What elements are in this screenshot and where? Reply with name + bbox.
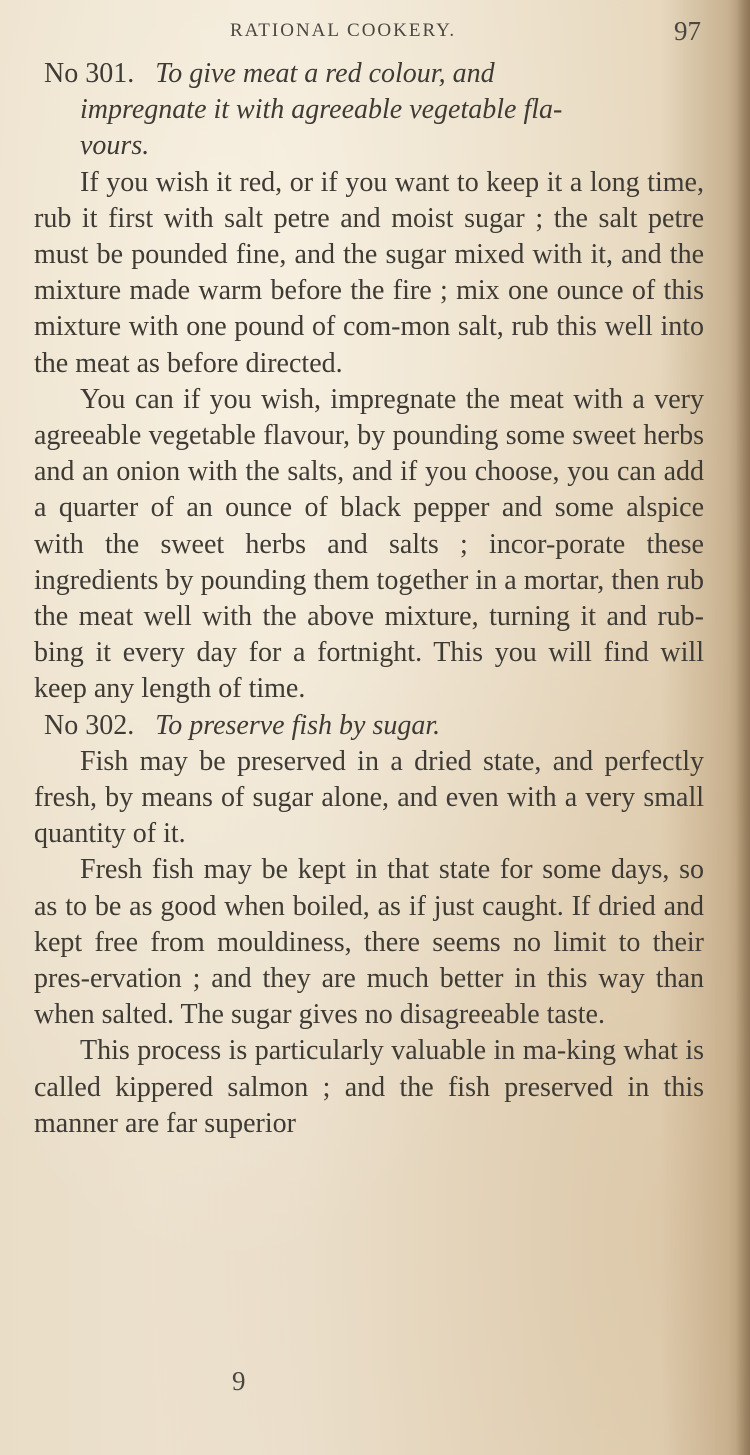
recipe-title-line: To give meat a red colour, and (155, 58, 495, 89)
running-head: RATIONAL COOKERY. (230, 20, 457, 41)
recipe-number: No 302. (44, 709, 135, 741)
page-number: 97 (674, 16, 701, 46)
page-edge-shadow (736, 0, 750, 1455)
paragraph: You can if you wish, impregnate the meat with a very agreeable vegetable flavour, by pounding some sweet herbs and an onion with the salts, and if you choose, you can add a quarter of an ounce of black pepper and some alspice with the sweet herbs and salts ; incor-porate these ingredients by pounding them together in a mortar, then rub the meat well with the above mixture, turning it and rub-bing it every day for a fortnight. This you will find will keep any length of time. (34, 383, 704, 705)
recipe-title-line: impregnate it with agreeable vegetable fla- (80, 94, 563, 126)
recipe-title-line: vours. (80, 130, 150, 162)
body-text (34, 56, 704, 1142)
recipe-heading-301 (34, 56, 704, 165)
paragraph: Fresh fish may be kept in that state for some days, so as to be as good when boiled, as if just caught. If dried and kept free from mouldiness, there seems no limit to their pres-ervation ; and they are much better in this way than when salted. The sugar gives no disagreeable taste. (34, 854, 704, 1031)
paragraph: Fish may be preserved in a dried state, and perfectly fresh, by means of sugar alone, and even with a very small quantity of it. (34, 745, 704, 850)
recipe-number: No 301. (44, 58, 135, 89)
paragraph: If you wish it red, or if you want to keep it a long time, rub it first with salt petre and moist sugar ; the salt petre must be pounded fine, and the sugar mixed with it, and the mixture made warm before the fire ; mix one ounce of this mixture with one pound of com-mon salt, rub this well into the meat as before directed. (34, 166, 704, 379)
recipe-title: To preserve fish by sugar. (155, 709, 441, 741)
recipe-heading-302 (34, 708, 704, 744)
signature-mark: 9 (232, 1366, 246, 1396)
paragraph: This process is particularly valuable in ma-king what is called kippered salmon ; and the fish preserved in this manner are far superior (34, 1035, 704, 1139)
